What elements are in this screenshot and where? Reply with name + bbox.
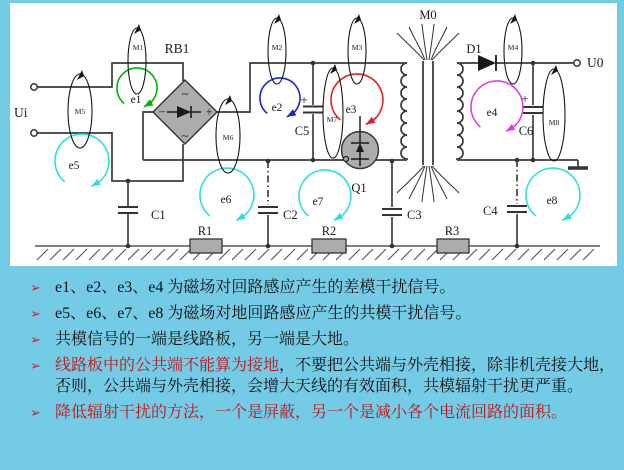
probe-m1 xyxy=(128,28,146,94)
wire-input-top xyxy=(37,63,183,87)
labels xyxy=(14,8,604,238)
label-c5-plus: + xyxy=(300,92,308,107)
label-m8: M8 xyxy=(548,118,560,127)
bullet-arrow-icon: ➢ xyxy=(30,280,41,295)
label-m7: M7 xyxy=(326,115,338,124)
label-c1: C1 xyxy=(151,208,166,222)
label-e1: e1 xyxy=(130,94,142,106)
resistor-r2 xyxy=(312,239,346,253)
label-r2: R2 xyxy=(321,224,337,238)
bullet-item xyxy=(0,303,624,324)
loop-e7 xyxy=(299,170,351,220)
loop-e7-arrow-icon xyxy=(332,213,343,224)
output-terminal xyxy=(574,60,580,66)
slide xyxy=(0,3,624,470)
transformer-core xyxy=(423,61,433,165)
bullet-text: 线路板中的公共端不能算为接地，不要把公共端与外壳相接，除非机壳接大地，否则，公共端与外壳相接，会增大天线的有效面积，共模辐射干扰更严重。 xyxy=(55,357,616,395)
cap-c5-plates xyxy=(303,107,323,113)
label-e8: e8 xyxy=(546,195,558,207)
label-rb1: RB1 xyxy=(164,41,190,56)
output-diode xyxy=(478,55,496,71)
label-e3: e3 xyxy=(345,104,357,116)
secondary-winding xyxy=(457,63,463,160)
flux-lines-icon xyxy=(397,24,459,202)
label-c6-plus: + xyxy=(521,91,529,106)
loop-e3-arrow-icon xyxy=(364,117,375,128)
bridge-ac-top-mark: ~ xyxy=(181,87,189,101)
bullet-list xyxy=(0,277,624,428)
label-q1: Q1 xyxy=(351,181,367,195)
label-m1: M1 xyxy=(132,43,144,52)
q1-gate-dot xyxy=(344,157,349,162)
bullet-arrow-icon: ➢ xyxy=(30,306,41,321)
bullet-text: e1、e2、e3、e4 为磁场对回路感应产生的差模干扰信号。 xyxy=(55,279,456,296)
loop-e5-arrow-icon xyxy=(89,179,100,190)
primary-winding xyxy=(401,63,407,160)
wire-bridge-neg xyxy=(143,112,153,160)
bullet-arrow-icon: ➢ xyxy=(30,332,41,347)
bridge-rectifier xyxy=(153,80,217,144)
label-m2: M2 xyxy=(271,43,283,52)
label-d1: D1 xyxy=(466,42,482,56)
transistor-q1 xyxy=(342,132,379,169)
label-e2: e2 xyxy=(271,102,283,114)
loop-e6-arrow-icon xyxy=(234,213,245,224)
label-c4: C4 xyxy=(483,204,498,218)
bullet-item xyxy=(0,402,624,423)
label-c6: C6 xyxy=(518,124,534,138)
bridge-minus-mark: − xyxy=(158,105,166,119)
label-e5: e5 xyxy=(68,160,80,172)
wire-dc-top-rail xyxy=(217,63,407,112)
probe-m7 xyxy=(323,68,343,158)
bridge-plus-mark: + xyxy=(205,105,213,119)
bullet-item xyxy=(0,355,624,397)
bullet-item xyxy=(0,329,624,350)
loop-e8-arrow-icon xyxy=(560,213,571,224)
label-e4: e4 xyxy=(486,107,498,119)
label-r3: R3 xyxy=(444,224,460,238)
bullet-item xyxy=(0,277,624,298)
label-m0: M0 xyxy=(419,8,437,22)
loop-e4-arrow-icon xyxy=(504,124,515,135)
label-e7: e7 xyxy=(312,196,324,208)
loop-e3 xyxy=(331,74,383,124)
loop-e5 xyxy=(55,134,109,186)
bridge-ac-bottom-mark: ~ xyxy=(181,129,189,143)
label-ui: Ui xyxy=(14,105,28,120)
label-m5: M5 xyxy=(74,107,86,116)
diode-triangle-icon xyxy=(478,55,496,71)
bullet-text: 降低辐射干扰的方法，一个是屏蔽，另一个是减小各个电流回路的面积。 xyxy=(55,404,568,421)
label-r1: R1 xyxy=(197,224,213,238)
cap-c6-plates xyxy=(523,107,543,113)
label-m6: M6 xyxy=(222,133,234,142)
transformer xyxy=(397,24,463,202)
input-terminal-top xyxy=(31,84,37,90)
circuit-diagram xyxy=(0,3,624,266)
input-terminal-bottom xyxy=(31,130,37,136)
label-m3: M3 xyxy=(351,43,363,52)
bullet-text: e5、e6、e7、e8 为磁场对地回路感应产生的共模干扰信号。 xyxy=(55,305,472,322)
label-c2: C2 xyxy=(283,208,298,222)
bullet-arrow-icon: ➢ xyxy=(30,358,41,373)
cap-c4-plates xyxy=(507,206,527,212)
label-m4: M4 xyxy=(507,43,519,52)
label-u0: U0 xyxy=(587,55,604,70)
resistor-r3 xyxy=(437,239,469,253)
label-e6: e6 xyxy=(220,194,232,206)
label-c5: C5 xyxy=(294,124,310,138)
label-c3: C3 xyxy=(407,208,422,222)
probe-m8 xyxy=(543,69,565,161)
cap-c3-plates xyxy=(382,209,402,215)
bullet-arrow-icon: ➢ xyxy=(30,405,41,420)
cap-c2-plates xyxy=(258,207,278,213)
resistor-r1 xyxy=(190,239,222,253)
cap-c1-plates xyxy=(118,207,138,213)
bullet-text: 共模信号的一端是线路板，另一端是大地。 xyxy=(55,331,360,348)
